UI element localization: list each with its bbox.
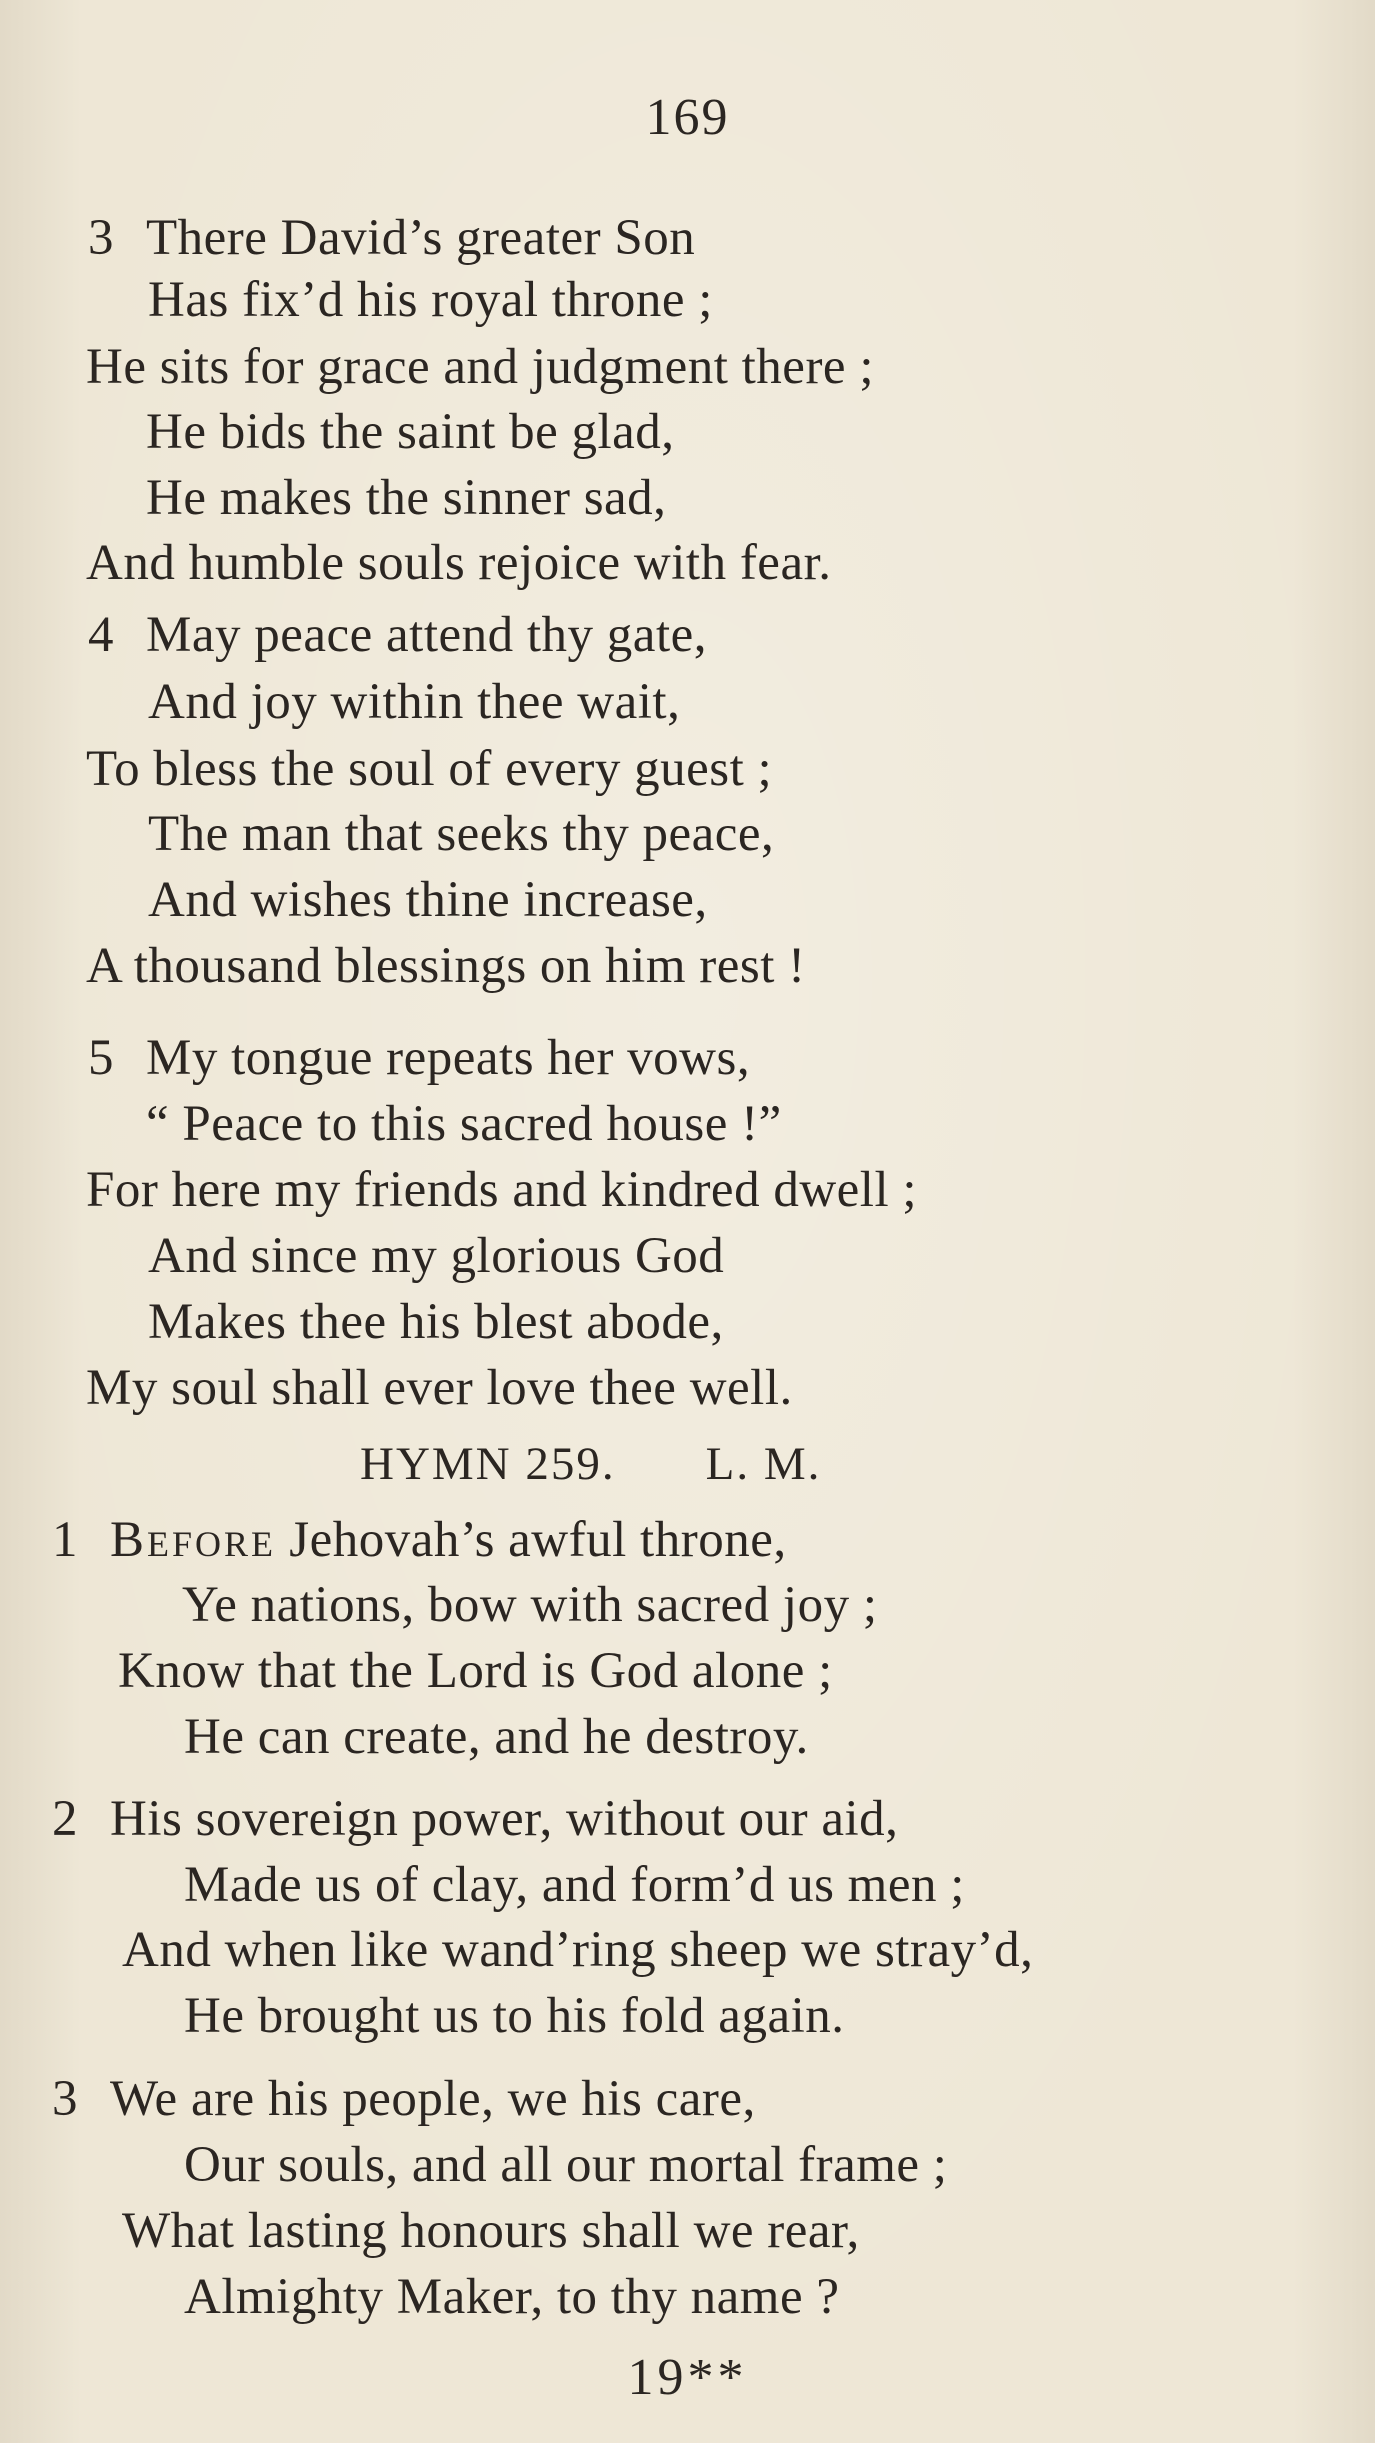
stanza-line [52,1789,898,1849]
stanza-line: For here my friends and kindred dwell ; [86,1162,918,1218]
verse-text: Jehovah’s awful throne, [276,1512,787,1568]
stanza-line: He can create, and he destroy. [184,1709,809,1765]
stanza-line: Our souls, and all our mortal frame ; [184,2137,948,2193]
stanza-line: Has fix’d his royal throne ; [148,272,713,328]
hymn-heading [360,1437,821,1491]
stanza-line: A thousand blessings on him rest ! [86,938,806,994]
stanza-line: He sits for grace and judgment there ; [86,339,874,395]
verse-text: May peace attend thy gate, [146,607,708,663]
stanza-line [88,605,707,665]
stanza-line [88,208,695,268]
stanza-line: And joy within thee wait, [148,674,681,730]
stanza-line: And when like wand’ring sheep we stray’d, [122,1922,1034,1978]
stanza-number: 4 [88,607,114,663]
stanza-line: The man that seeks thy peace, [148,806,775,862]
hymn-meter: L. M. [705,1438,822,1490]
stanza-line: Know that the Lord is God alone ; [118,1643,833,1699]
stanza-line: What lasting honours shall we rear, [122,2203,860,2259]
stanza-line [52,2069,756,2129]
stanza-number: 1 [52,1512,78,1568]
verse-text: My tongue repeats her vows, [146,1030,751,1086]
stanza-number: 5 [88,1030,114,1086]
stanza-line: To bless the soul of every guest ; [86,741,773,797]
stanza-line: Ye nations, bow with sacred joy ; [182,1577,878,1633]
signature-mark: 19** [627,2349,748,2406]
stanza-line: My soul shall ever love thee well. [86,1360,793,1416]
stanza-line: He makes the sinner sad, [146,470,667,526]
stanza-line: Almighty Maker, to thy name ? [184,2269,840,2325]
stanza-line: He bids the saint be glad, [146,404,675,460]
verse-text: There David’s greater Son [146,210,696,266]
verse-text: His sovereign power, without our aid, [110,1791,899,1847]
stanza-line [88,1028,750,1088]
stanza-line: And humble souls rejoice with fear. [86,535,832,591]
verse-text: We are his people, we his care, [110,2071,756,2127]
stanza-line: He brought us to his fold again. [184,1988,845,2044]
stanza-line [52,1510,787,1570]
stanza-line: “ Peace to this sacred house !” [146,1096,782,1152]
stanza-number: 2 [52,1791,78,1847]
stanza-line: And wishes thine increase, [148,872,708,928]
stanza-number: 3 [52,2071,78,2127]
stanza-number: 3 [88,210,114,266]
page-number: 169 [645,89,730,146]
stanza-line: Makes thee his blest abode, [148,1294,724,1350]
stanza-line: Made us of clay, and form’d us men ; [184,1857,965,1913]
stanza-line: And since my glorious God [148,1228,725,1284]
hymn-title: HYMN 259. [360,1438,616,1490]
first-word: Before [110,1512,277,1568]
